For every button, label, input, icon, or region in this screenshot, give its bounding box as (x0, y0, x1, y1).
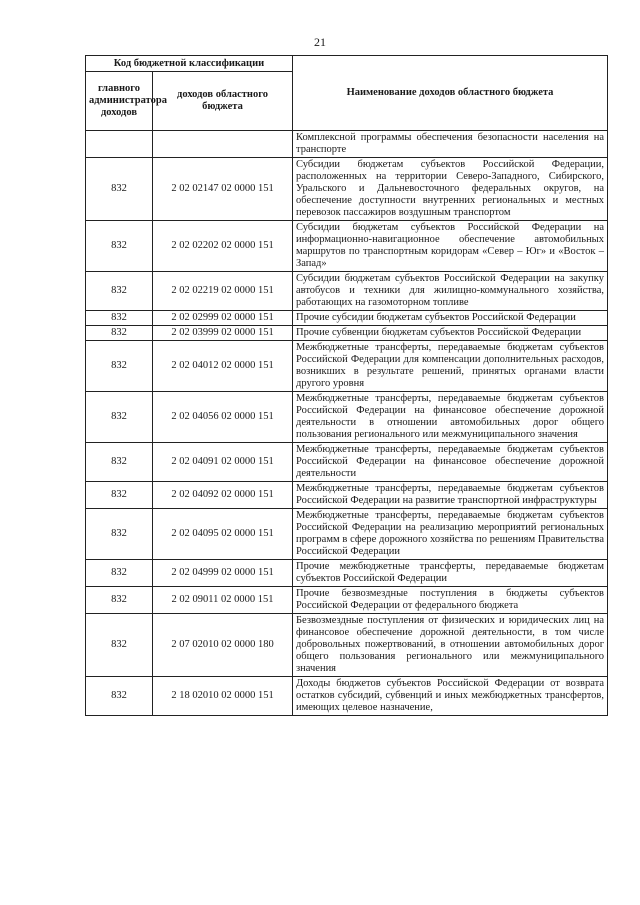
income-code-cell: 2 02 04012 02 0000 151 (153, 341, 293, 392)
income-code-cell: 2 02 04095 02 0000 151 (153, 509, 293, 560)
admin-code-cell: 832 (86, 482, 153, 509)
header-revenue-name: Наименование доходов областного бюджета (293, 56, 608, 131)
header-row-group (86, 56, 608, 72)
table-row (86, 131, 608, 158)
budget-classification-table (85, 55, 608, 716)
table-row (86, 509, 608, 560)
revenue-name-cell: Субсидии бюджетам субъектов Российской Федерации на закупку автобусов и техники для жилищно-коммунального хозяйства, работающих на газомоторном топливе (293, 272, 608, 311)
admin-code-cell: 832 (86, 326, 153, 341)
table-body (86, 131, 608, 716)
income-code-cell: 2 02 04092 02 0000 151 (153, 482, 293, 509)
table-row (86, 392, 608, 443)
table-row (86, 677, 608, 716)
revenue-name-cell: Прочие безвозмездные поступления в бюджеты субъектов Российской Федерации от федерального бюджета (293, 587, 608, 614)
table-row (86, 443, 608, 482)
income-code-cell: 2 18 02010 02 0000 151 (153, 677, 293, 716)
revenue-name-cell: Прочие субвенции бюджетам субъектов Российской Федерации (293, 326, 608, 341)
revenue-name-cell: Межбюджетные трансферты, передаваемые бюджетам субъектов Российской Федерации на развитие транспортной инфраструктуры (293, 482, 608, 509)
admin-code-cell: 832 (86, 341, 153, 392)
income-code-cell: 2 02 02202 02 0000 151 (153, 221, 293, 272)
header-regional-income: доходов областного бюджета (153, 72, 293, 131)
revenue-name-cell: Прочие межбюджетные трансферты, передаваемые бюджетам субъектов Российской Федерации (293, 560, 608, 587)
table-row (86, 326, 608, 341)
revenue-name-cell: Межбюджетные трансферты, передаваемые бюджетам субъектов Российской Федерации на реализацию мероприятий региональных программ в сфере дорожного хозяйства по решениям Правительства Российской Федерации (293, 509, 608, 560)
page-number: 21 (314, 35, 326, 49)
revenue-name-cell: Безвозмездные поступления от физических и юридических лиц на финансовое обеспечение дорожной деятельности, в том числе добровольных пожертвований, в отношении автомобильных дорог общего пользования регионального или межмуниципального значения (293, 614, 608, 677)
admin-code-cell: 832 (86, 587, 153, 614)
revenue-name-cell: Субсидии бюджетам субъектов Российской Федерации на информационно-навигационное обеспечение автомобильных маршрутов по транспортным коридорам «Север – Юг» и «Восток – Запад» (293, 221, 608, 272)
income-code-cell: 2 02 04056 02 0000 151 (153, 392, 293, 443)
header-chief-administrator: главного администратора доходов (86, 72, 153, 131)
admin-code-cell: 832 (86, 560, 153, 587)
table-row (86, 311, 608, 326)
admin-code-cell: 832 (86, 443, 153, 482)
revenue-name-cell: Межбюджетные трансферты, передаваемые бюджетам субъектов Российской Федерации на финансовое обеспечение дорожной деятельности в отношении автомобильных дорог общего пользования регионального или межмуниципального значения (293, 392, 608, 443)
table-row (86, 158, 608, 221)
admin-code-cell: 832 (86, 614, 153, 677)
income-code-cell: 2 07 02010 02 0000 180 (153, 614, 293, 677)
income-code-cell: 2 02 02219 02 0000 151 (153, 272, 293, 311)
income-code-cell: 2 02 02147 02 0000 151 (153, 158, 293, 221)
revenue-name-cell: Комплексной программы обеспечения безопасности населения на транспорте (293, 131, 608, 158)
table-row (86, 560, 608, 587)
table-row (86, 341, 608, 392)
table-row (86, 482, 608, 509)
revenue-name-cell: Субсидии бюджетам субъектов Российской Федерации, расположенных на территории Северо-Западного, Сибирского, Уральского и Дальневосточного федеральных округов, на обеспечение доступности внутренних региональных и местных перевозок пассажиров воздушным транспортом (293, 158, 608, 221)
revenue-name-cell: Межбюджетные трансферты, передаваемые бюджетам субъектов Российской Федерации на финансовое обеспечение дорожной деятельности (293, 443, 608, 482)
table-row (86, 221, 608, 272)
revenue-name-cell: Доходы бюджетов субъектов Российской Федерации от возврата остатков субсидий, субвенций и иных межбюджетных трансфертов, имеющих целевое назначение, (293, 677, 608, 716)
admin-code-cell: 832 (86, 392, 153, 443)
income-code-cell: 2 02 04091 02 0000 151 (153, 443, 293, 482)
admin-code-cell: 832 (86, 272, 153, 311)
income-code-cell: 2 02 09011 02 0000 151 (153, 587, 293, 614)
table-row (86, 272, 608, 311)
revenue-name-cell: Прочие субсидии бюджетам субъектов Российской Федерации (293, 311, 608, 326)
header-classification-code: Код бюджетной классификации (86, 56, 293, 72)
admin-code-cell: 832 (86, 221, 153, 272)
income-code-cell: 2 02 04999 02 0000 151 (153, 560, 293, 587)
income-code-cell: 2 02 02999 02 0000 151 (153, 311, 293, 326)
table-row (86, 587, 608, 614)
admin-code-cell: 832 (86, 677, 153, 716)
admin-code-cell: 832 (86, 509, 153, 560)
income-code-cell: 2 02 03999 02 0000 151 (153, 326, 293, 341)
revenue-name-cell: Межбюджетные трансферты, передаваемые бюджетам субъектов Российской Федерации для компенсации дополнительных расходов, возникших в результате решений, принятых органами власти другого уровня (293, 341, 608, 392)
admin-code-cell: 832 (86, 158, 153, 221)
admin-code-cell (86, 131, 153, 158)
income-code-cell (153, 131, 293, 158)
admin-code-cell: 832 (86, 311, 153, 326)
table-row (86, 614, 608, 677)
